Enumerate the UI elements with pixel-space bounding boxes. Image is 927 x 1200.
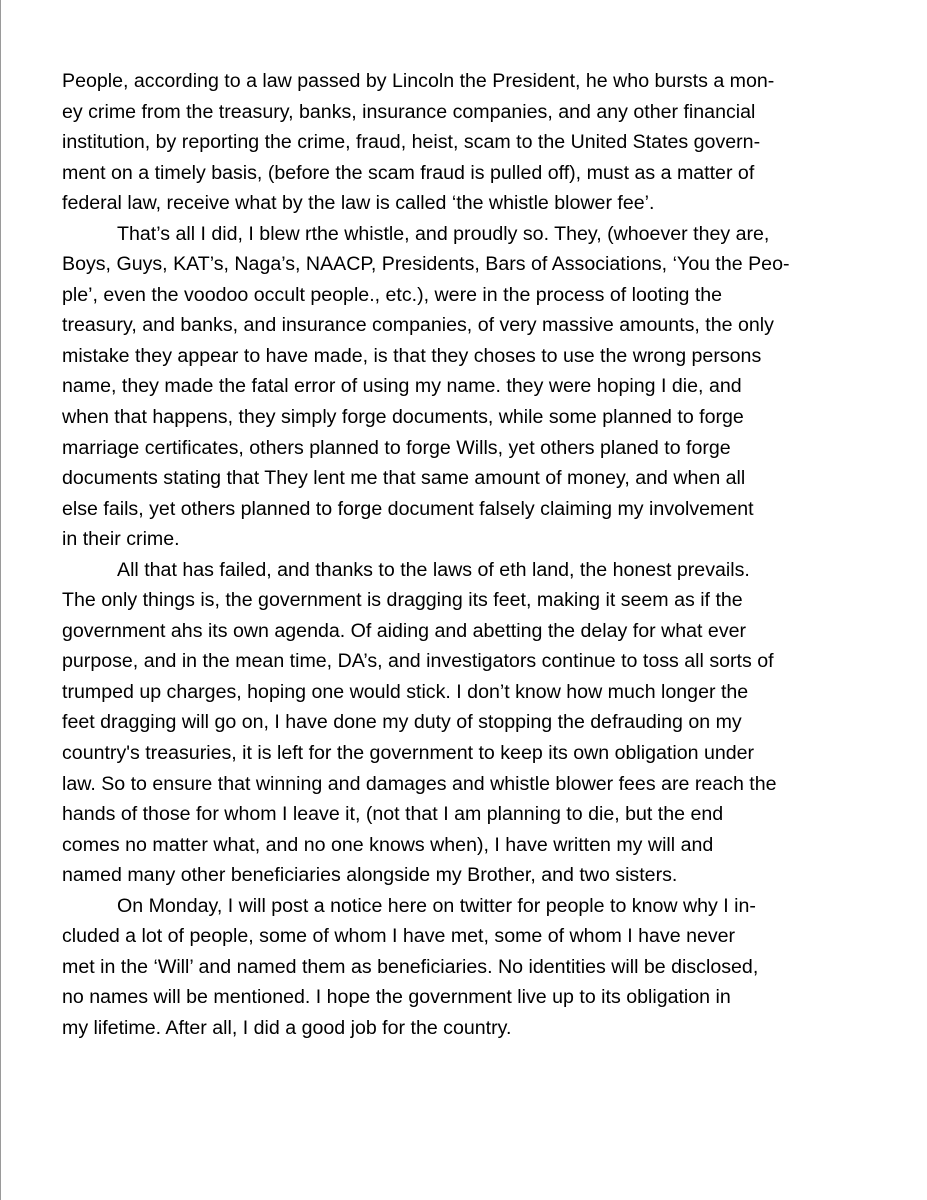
paragraph-4: On Monday, I will post a notice here on twitter for people to know why I in- cluded a lot of people, some of whom I have met, some of whom I have never met in the ‘Will’ and named them as beneficiaries. No identities will be disclosed, no names will be mentioned. I hope the government live up to its obligation in my lifetime. After all, I did a good job for the country.	[62, 894, 759, 1039]
paragraph-3: All that has failed, and thanks to the laws of eth land, the honest prevails. The only things is, the government is dragging its feet, making it seem as if the government ahs its own agenda. Of aiding and abetting the delay for what ever purpose, and in the mean time, DA’s, and investigators continue to toss all sorts of trumped up charges, hoping one would stick. I don’t know how much longer the feet dragging will go on, I have done my duty of stopping the defrauding on my country's treasuries, it is left for the government to keep its own obligation under law. So to ensure that winning and damages and whistle blower fees are reach the hands of those for whom I leave it, (not that I am planning to die, but the end comes no matter what, and no one knows when), I have written my will and named many other beneficiaries alongside my Brother, and two sisters.	[62, 558, 777, 887]
paragraph-2: That’s all I did, I blew rthe whistle, and proudly so. They, (whoever they are, Boys, Guys, KAT’s, Naga’s, NAACP, Presidents, Bars of Associations, ‘You the Peo- ple’, even the voodoo occult people., etc.), were in the process of looting the treasury, and banks, and insurance companies, of very massive amounts, the only mistake they appear to have made, is that they choses to use the wrong persons name, they made the fatal error of using my name. they were hoping I die, and when that happens, they simply forge documents, while some planned to forge marriage certificates, others planned to forge Wills, yet others planed to forge documents stating that They lent me that same amount of money, and when all else fails, yet others planned to forge document falsely claiming my involvement in their crime.	[62, 222, 790, 551]
paragraph-1: People, according to a law passed by Lincoln the President, he who bursts a mon- ey crime from the treasury, banks, insurance companies, and any other financial institution, by reporting the crime, fraud, heist, scam to the United States govern- ment on a timely basis, (before the scam fraud is pulled off), must as a matter of federal law, receive what by the law is called ‘the whistle blower fee’.	[62, 70, 775, 215]
document-body	[62, 66, 874, 1044]
